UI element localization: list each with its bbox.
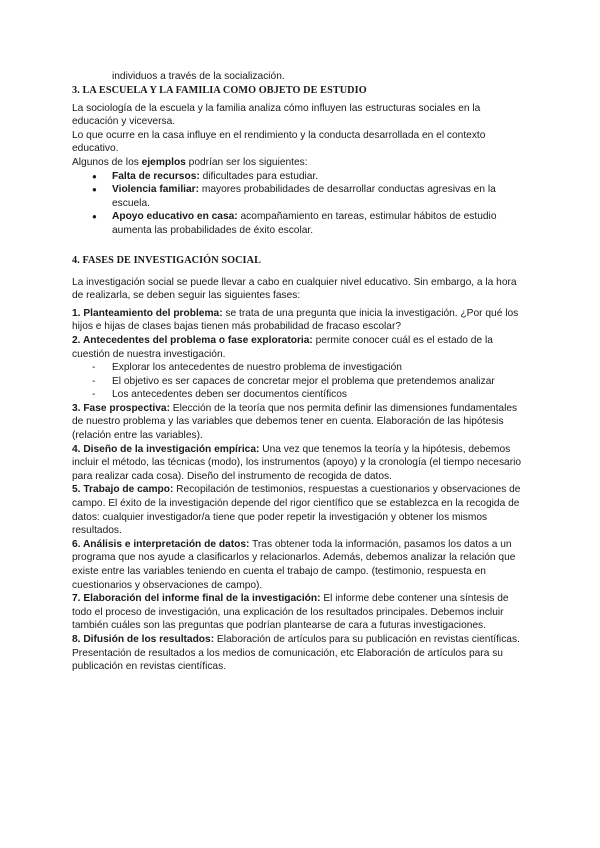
phase-text: Recopilación de testimonios, respuestas a cuestionarios y observaciones de campo. El éxito de la investigación depende del rigor científico que se establezca en la recogida de datos: cualquier investigador/a tiene que poder repetir la investigación y obtener los mismos resultados. [72,484,521,537]
phase-4 [72,443,528,484]
bullet-term: Falta de recursos: [112,170,200,182]
bullet-text: acompañamiento en tareas, estimular hábitos de estudio aumenta las probabilidades de éxito escolar. [112,211,497,236]
list-item: - Explorar los antecedentes de nuestro problema de investigación [72,361,528,375]
section-4-heading: 4. FASES DE INVESTIGACIÓN SOCIAL [72,254,261,266]
phase-1 [72,307,528,334]
phase-2-list [72,361,528,402]
phase-text: Elección de la teoría que nos permita definir las dimensiones fundamentales de nuestro problema y las variables que debemos tener en cuenta. Elaboración de las hipótesis (relación entre las variables). [72,402,518,442]
phase-text: El informe debe contener una síntesis de todo el proceso de investigación, una explicación de los resultados principales. Debemos incluir también cuáles son las preguntas que podrían plantearse de cara a futuras investigaciones. [72,593,509,632]
section-3-heading: 3. LA ESCUELA Y LA FAMILIA COMO OBJETO DE ESTUDIO [72,84,367,96]
phase-text: se trata de una pregunta que inicia la investigación. ¿Por qué los hijos e hijas de clases bajas tienen más probabilidad de fracaso escolar? [72,307,519,333]
phase-3 [72,402,528,443]
examples-list [72,170,528,238]
phase-8 [72,633,528,674]
bullet-term: Violencia familiar: [112,184,200,196]
examples-intro [72,156,528,170]
phase-title: 8. Difusión de los resultados: [72,633,215,645]
list-item: - Los antecedentes deben ser documentos científicos [72,388,528,402]
list-item [72,210,528,237]
phase-7 [72,592,528,633]
phase-text: Tras obtener toda la información, pasamos los datos a un programa que nos ayude a clasificarlos y relacionarlos. Además, debemos analizar la relación que existe entre las variables teniendo en cuenta el trabajo de campo. (testimonio, respuesta en cuestionarios y observaciones de campo). [72,538,516,591]
page-content [72,70,528,674]
phase-6 [72,538,528,592]
phase-5 [72,483,528,537]
section-3-paragraph-2: Lo que ocurre en la casa influye en el rendimiento y la conducta desarrollada en el contexto educativo. [72,129,486,155]
phase-text: permite conocer cuál es el estado de la cuestión de nuestra investigación. [72,334,493,360]
list-item [72,183,528,210]
bullet-text: mayores probabilidades de desarrollar conductas agresivas en la escuela. [112,184,496,209]
examples-bold: ejemplos [141,156,186,168]
phase-title: 3. Fase prospectiva: [72,402,170,414]
section-3-paragraph-1: La sociología de la escuela y la familia analiza cómo influyen las estructuras sociales en la educación y viceversa. [72,102,481,128]
phase-title: 7. Elaboración del informe final de la investigación: [72,593,321,605]
phase-title: 4. Diseño de la investigación empírica: [72,443,260,455]
bullet-term: Apoyo educativo en casa: [112,211,238,223]
phase-title: 1. Planteamiento del problema: [72,307,223,319]
examples-post: podrían ser los siguientes: [185,156,308,168]
bullet-text: dificultades para estudiar. [199,170,319,182]
phase-2 [72,334,528,361]
phase-title: 2. Antecedentes del problema o fase exploratoria: [72,334,313,346]
phase-title: 5. Trabajo de campo: [72,484,174,496]
phase-text: Una vez que tenemos la teoría y la hipótesis, debemos incluir el método, las técnicas (modo), los instrumentos (apoyo) y la cronología (el tiempo necesario para realizar cada cosa). Diseño del instrumento de recogida de datos. [72,443,522,482]
phase-title: 6. Análisis e interpretación de datos: [72,538,250,550]
list-item [72,170,528,184]
examples-pre: Algunos de los [72,156,142,168]
intro-fragment: individuos a través de la socialización. [112,71,285,82]
section-4-intro: La investigación social se puede llevar a cabo en cualquier nivel educativo. Sin embargo, a la hora de realizarla, se deben seguir las siguientes fases: [72,276,517,302]
phase-text: Elaboración de artículos para su publicación en revistas científicas. Presentación de resultados a los medios de comunicación, etc Elaboración de artículos para su publicación en revistas científicas. [72,633,520,673]
list-item: - El objetivo es ser capaces de concretar mejor el problema que pretendemos analizar [72,375,528,389]
